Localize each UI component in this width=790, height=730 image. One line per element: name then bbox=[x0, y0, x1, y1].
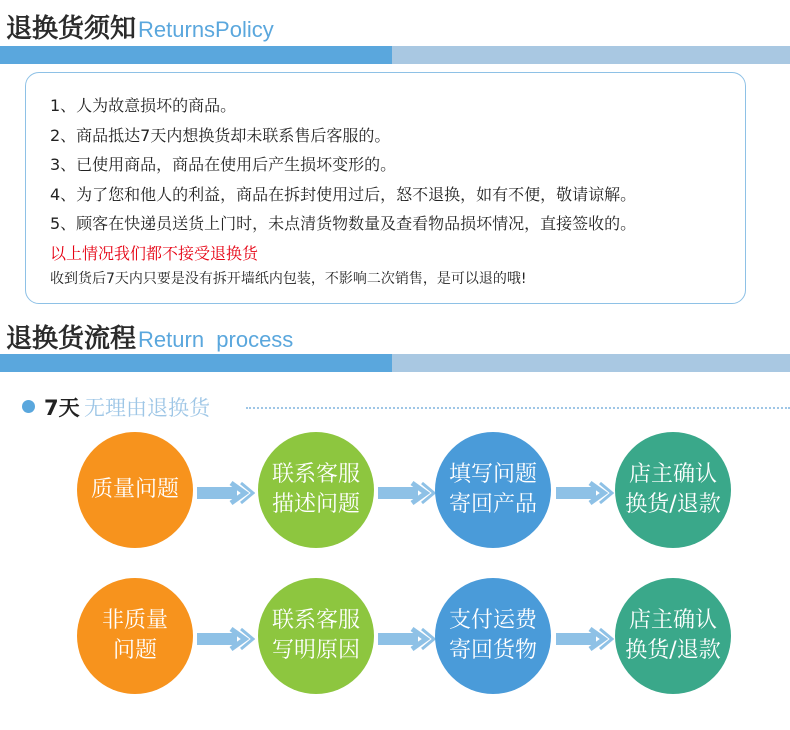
step-label-line2: 写明原因 bbox=[271, 638, 360, 663]
policy-item: 5、顾客在快递员送货上门时，未点清货物数量及查看物品损坏情况，直接签收的。 bbox=[50, 214, 637, 233]
policy-warning: 以上情况我们都不接受退换货 bbox=[50, 244, 259, 263]
step-label-line2: 描述问题 bbox=[271, 492, 360, 517]
returns-policy-title-en: ReturnsPolicy bbox=[138, 17, 274, 42]
policy-item: 2、商品抵达7天内想换货却未联系售后客服的。 bbox=[50, 125, 391, 145]
policy-item: 1、人为故意损坏的商品。 bbox=[50, 96, 237, 115]
step-contact-service-describe bbox=[258, 432, 374, 548]
step-pay-shipping-return-goods bbox=[435, 578, 551, 694]
step-non-quality-issue bbox=[77, 578, 193, 694]
returns-policy-title bbox=[6, 8, 274, 45]
step-label-line1: 店主确认 bbox=[628, 608, 717, 633]
seven-days-label: 7天 bbox=[44, 396, 80, 420]
arrow-right-icon bbox=[378, 627, 436, 651]
step-label-line1: 店主确认 bbox=[628, 462, 717, 487]
return-process-title-en: Return process bbox=[138, 327, 294, 352]
step-label-line1: 非质量 bbox=[101, 608, 168, 633]
returns-policy-title-cn: 退换货须知 bbox=[6, 14, 137, 44]
arrow-right-icon bbox=[378, 481, 436, 505]
step-label-line1: 填写问题 bbox=[448, 462, 537, 487]
step-label-line2: 寄回货物 bbox=[448, 638, 537, 663]
arrow-right-icon bbox=[197, 481, 255, 505]
returns-policy-divider-bar bbox=[0, 46, 790, 64]
policy-list bbox=[50, 91, 636, 239]
step-owner-confirm-refund bbox=[615, 432, 731, 548]
step-label-line2: 换货/退款 bbox=[625, 638, 721, 663]
step-label-line2: 寄回产品 bbox=[448, 492, 537, 517]
policy-note: 收到货后7天内只要是没有拆开墙纸内包装，不影响二次销售，是可以退的哦! bbox=[50, 271, 527, 287]
return-process-title bbox=[6, 318, 293, 355]
arrow-right-icon bbox=[556, 627, 614, 651]
step-label-line1: 质量问题 bbox=[90, 477, 179, 502]
step-contact-service-reason bbox=[258, 578, 374, 694]
step-quality-issue bbox=[77, 432, 193, 548]
step-label-line2: 换货/退款 bbox=[625, 492, 721, 517]
step-label-line1: 支付运费 bbox=[448, 608, 537, 633]
step-label-line2: 问题 bbox=[112, 638, 157, 663]
no-reason-return-label: 无理由退换货 bbox=[84, 396, 210, 420]
policy-item: 4、为了您和他人的利益，商品在拆封使用过后，怒不退换，如有不便，敬请谅解。 bbox=[50, 184, 637, 204]
step-label-line1: 联系客服 bbox=[271, 462, 360, 487]
dotted-divider bbox=[246, 407, 790, 409]
return-process-divider-bar bbox=[0, 354, 790, 372]
step-label-line1: 联系客服 bbox=[271, 608, 360, 633]
step-fill-issue-return-product bbox=[435, 432, 551, 548]
arrow-right-icon bbox=[556, 481, 614, 505]
seven-day-return-row bbox=[22, 392, 790, 420]
arrow-right-icon bbox=[197, 627, 255, 651]
return-process-title-cn: 退换货流程 bbox=[6, 324, 137, 354]
policy-item: 3、已使用商品，商品在使用后产生损坏变形的。 bbox=[50, 155, 397, 174]
step-owner-confirm-refund bbox=[615, 578, 731, 694]
bullet-dot-icon bbox=[22, 400, 35, 413]
returns-policy-box bbox=[25, 72, 746, 304]
